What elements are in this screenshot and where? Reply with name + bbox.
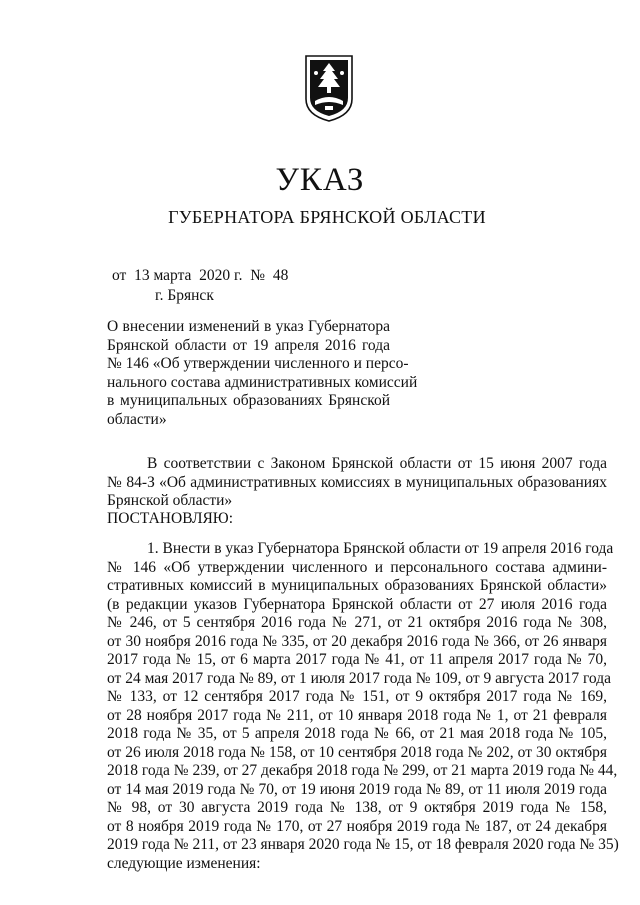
preamble-paragraph bbox=[107, 455, 607, 511]
paragraph-line: 2017 года № 15, от 6 марта 2017 года № 41, от 11 апреля 2017 года № 70, bbox=[107, 651, 607, 668]
paragraph-line: № 133, от 12 сентября 2017 года № 151, от 9 октября 2017 года № 169, bbox=[107, 688, 607, 705]
document-subtitle: ГУБЕРНАТОРА БРЯНСКОЙ ОБЛАСТИ bbox=[168, 207, 486, 227]
decree-word: ПОСТАНОВЛЯЮ: bbox=[107, 510, 234, 527]
paragraph-line: В соответствии с Законом Брянской области от 15 июня 2007 года bbox=[147, 455, 607, 472]
subject-line: нального состава административных комиссий bbox=[107, 373, 418, 391]
paragraph-line: 2019 года № 211, от 23 января 2020 года № 15, от 18 февраля 2020 года № 35) bbox=[107, 836, 619, 853]
paragraph-line: от 8 ноября 2019 года № 170, от 27 ноября 2019 года № 187, от 24 декабря bbox=[107, 817, 607, 835]
decree-subject bbox=[107, 318, 418, 430]
paragraph-line: от 28 ноября 2017 года № 211, от 10 января 2018 года № 1, от 21 февраля bbox=[107, 706, 607, 724]
paragraph-line: от 26 июля 2018 года № 158, от 10 сентября 2018 года № 202, от 30 октября bbox=[107, 743, 607, 761]
subject-line: О внесении изменений в указ Губернатора bbox=[107, 318, 390, 335]
paragraph-line: (в редакции указов Губернатора Брянской области от 27 июля 2016 года bbox=[107, 595, 607, 613]
bryansk-region-coat-of-arms-icon bbox=[303, 53, 355, 123]
paragraph-line: 1. Внести в указ Губернатора Брянской области от 19 апреля 2016 года bbox=[147, 540, 614, 557]
paragraph-line: следующие изменения: bbox=[107, 854, 261, 872]
paragraph-line: № 98, от 30 августа 2019 года № 138, от 9 октября 2019 года № 158, bbox=[107, 799, 607, 816]
paragraph-line: № 246, от 5 сентября 2016 года № 271, от 21 октября 2016 года № 308, bbox=[107, 614, 607, 631]
subject-line: области» bbox=[107, 410, 167, 428]
subject-line: Брянской области от 19 апреля 2016 года bbox=[107, 336, 390, 354]
subject-line: в муниципальных образованиях Брянской bbox=[107, 392, 390, 410]
paragraph-line: Брянской области» bbox=[107, 492, 233, 509]
paragraph-line: от 24 мая 2017 года № 89, от 1 июля 2017 года № 109, от 9 августа 2017 года bbox=[107, 669, 611, 687]
city: г. Брянск bbox=[155, 287, 214, 304]
paragraph-line: от 14 мая 2019 года № 70, от 19 июня 2019 года № 89, от 11 июля 2019 года bbox=[107, 780, 607, 798]
paragraph-line: стративных комиссий в муниципальных образованиях Брянской области» bbox=[107, 577, 607, 594]
paragraph-line: 2018 года № 35, от 5 апреля 2018 года № 66, от 21 мая 2018 года № 105, bbox=[107, 725, 607, 742]
paragraph-line: № 146 «Об утверждении численного и персонального состава админи- bbox=[107, 558, 607, 576]
paragraph-line: от 30 ноября 2016 года № 335, от 20 декабря 2016 года № 366, от 26 января bbox=[107, 632, 607, 650]
item-1-paragraph bbox=[107, 540, 619, 873]
subject-line: № 146 «Об утверждении численного и персо- bbox=[107, 355, 409, 373]
date-and-number: от 13 марта 2020 г. № 48 bbox=[112, 267, 289, 284]
document-title: УКАЗ bbox=[275, 162, 365, 198]
paragraph-line: № 84-З «Об административных комиссиях в муниципальных образованиях bbox=[107, 473, 607, 491]
paragraph-line: 2018 года № 239, от 27 декабря 2018 года № 299, от 21 марта 2019 года № 44, bbox=[107, 762, 618, 779]
